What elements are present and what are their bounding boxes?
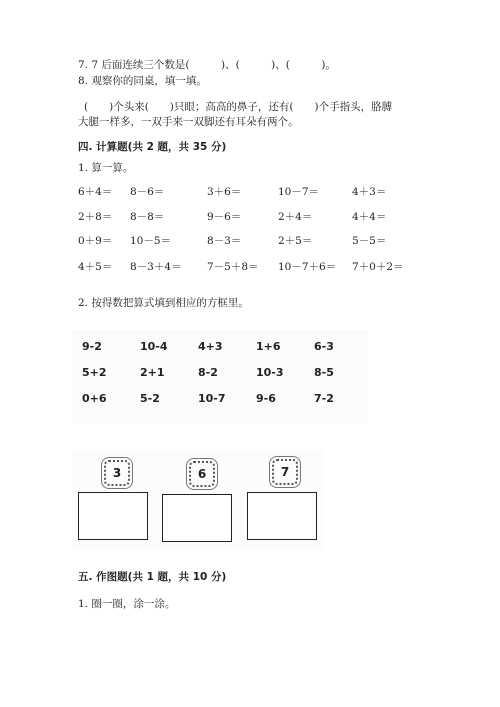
question-8: 8. 观察你的同桌，填一填。 — [78, 75, 207, 87]
calc-item: 7＋0＋2＝ — [352, 261, 404, 273]
answer-box-6[interactable] — [162, 494, 232, 542]
calc-item: 2＋5＝ — [278, 235, 313, 247]
calc-question-2-title: 2. 按得数把算式填到相应的方框里。 — [78, 297, 249, 309]
section-4-heading: 四. 计算题(共 2 题，共 35 分) — [78, 141, 227, 153]
table-cell: 9-2 — [82, 340, 102, 353]
question-8-line-2: 大腿一样多，一双手来一双脚还有耳朵有两个。 — [78, 116, 299, 128]
table-cell: 2+1 — [140, 366, 165, 379]
table-cell: 10-7 — [198, 392, 226, 405]
calc-item: 7－5＋8＝ — [207, 261, 259, 273]
calc-item: 8－6＝ — [130, 186, 165, 198]
target-badge-6: 6 — [189, 461, 215, 487]
calc-item: 10－5＝ — [130, 235, 172, 247]
question-8-line-1: ( )个头来( )只眼；高高的鼻子，还有( )个手指头，胳膊 — [84, 101, 393, 113]
calc-item: 5－5＝ — [352, 235, 387, 247]
calc-item: 8－3＝ — [207, 235, 242, 247]
calc-item: 10－7＋6＝ — [278, 261, 337, 273]
section-5-heading: 五. 作图题(共 1 题，共 10 分) — [78, 571, 227, 583]
calc-item: 3＋6＝ — [207, 186, 242, 198]
calc-item: 4＋3＝ — [352, 186, 387, 198]
calc-item: 6＋4＝ — [78, 186, 113, 198]
table-cell: 8-5 — [314, 366, 334, 379]
table-cell: 5+2 — [82, 366, 107, 379]
calc-item: 2＋4＝ — [278, 211, 313, 223]
table-cell: 8-2 — [198, 366, 218, 379]
table-cell: 7-2 — [314, 392, 334, 405]
question-7: 7. 7 后面连续三个数是( )、( )、( )。 — [78, 59, 336, 71]
table-cell: 10-4 — [140, 340, 168, 353]
table-cell: 5-2 — [140, 392, 160, 405]
draw-question-1: 1. 圈一圈，涂一涂。 — [78, 598, 176, 610]
table-cell: 9-6 — [256, 392, 276, 405]
calc-item: 0＋9＝ — [78, 235, 113, 247]
target-badge-7: 7 — [272, 459, 298, 485]
calc-item: 9－6＝ — [207, 211, 242, 223]
calc-question-1-title: 1. 算一算。 — [78, 162, 134, 174]
table-cell: 0+6 — [82, 392, 107, 405]
calc-item: 4＋4＝ — [352, 211, 387, 223]
table-cell: 6-3 — [314, 340, 334, 353]
calc-item: 2＋8＝ — [78, 211, 113, 223]
calc-item: 10－7＝ — [278, 186, 320, 198]
table-cell: 10-3 — [256, 366, 284, 379]
answer-box-7[interactable] — [247, 492, 317, 540]
table-cell: 4+3 — [198, 340, 223, 353]
target-badge-3: 3 — [104, 460, 130, 486]
expression-table — [72, 330, 368, 424]
calc-item: 8－3＋4＝ — [130, 261, 182, 273]
answer-box-3[interactable] — [78, 492, 148, 540]
calc-item: 8－8＝ — [130, 211, 165, 223]
answer-box-area — [72, 450, 324, 550]
table-cell: 1+6 — [256, 340, 281, 353]
calc-item: 4＋5＝ — [78, 261, 113, 273]
